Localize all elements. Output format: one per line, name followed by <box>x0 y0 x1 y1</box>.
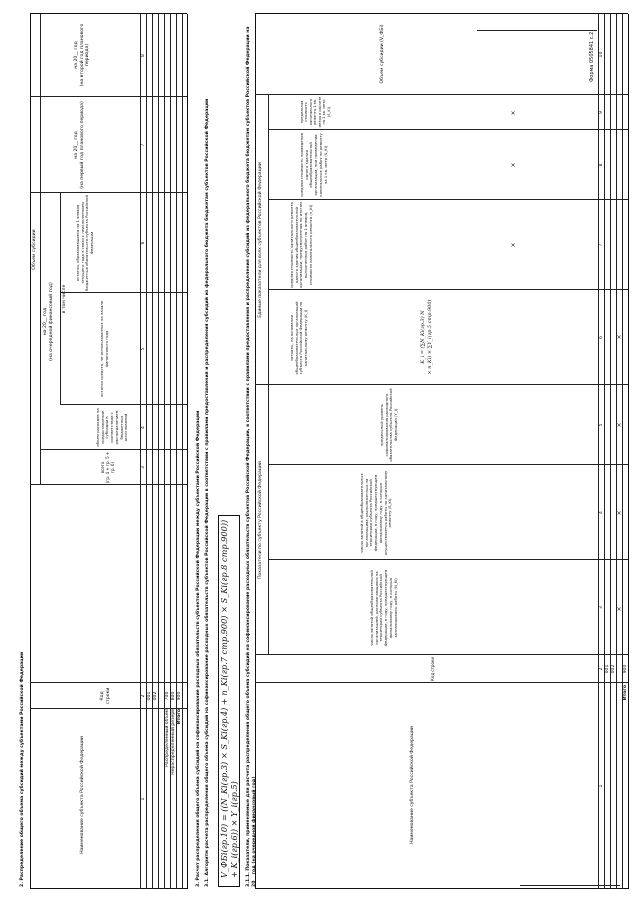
s3-c4-header: число занятой в общеобразовательных организациях, расположенных на территории субъекта Российской Федерации, в году, предшествующем финансовому году, в которых осуществляется работы по капитальному ремонту (S_Ki) <box>359 470 393 556</box>
form-label: Форма 0505841 с.2 <box>589 31 595 82</box>
s3-row-1 <box>610 14 611 889</box>
s3-vcol-9 <box>255 94 628 95</box>
s2-volume-line <box>40 14 41 485</box>
s3-c6-formula <box>420 291 433 383</box>
s2-year2-header: на 20__ год (на первый год планового периода) <box>74 101 85 189</box>
s3-row-3 <box>622 14 623 889</box>
s2-year3-header: на 20__ год (на второй год планового периода) <box>74 23 91 87</box>
s3-bottom-border <box>628 14 629 889</box>
s3-header-split <box>268 95 269 655</box>
s3-vcol-6 <box>268 289 628 290</box>
s2-col-name-header: Наименование субъекта Российской Федерации <box>80 736 85 854</box>
s3-x-c9: × <box>510 110 517 116</box>
s3-colnum-2: 2 <box>599 667 604 671</box>
s2-code-002: 002 <box>153 691 158 701</box>
s3-c5-header: предельный уровень софинансирования расходного обязательства субъекта Российской Федерации (Y_i) <box>379 388 399 462</box>
s2-colnum-4: 4 <box>141 426 146 429</box>
section3-1-title: 3.1. Алгоритм расчета распределения общего объема субсидий на софинансирование расходных обязательств субъектов Российской Федерации в соответствии с правилами предоставления и распределения субсидий из федерального бюджета бюджетам субъектов Российской Федерации <box>205 98 210 887</box>
s2-c6-header: остатки, образовавшиеся на 1 января текущего года в связи с неисполнением бюджетных обязательств субъекта Российской Федерации <box>75 195 95 291</box>
s2-vcol-6 <box>30 96 187 97</box>
s2-code-700: 700 <box>165 691 170 701</box>
s3-vcol-4 <box>268 464 628 465</box>
section3-1-1-title: 3.1.1. Показатели, применяемые для расчета распределения общего объема субсидий на софинансирование расходных обязательств субъектов Российской Федерации, в соответствии с правилами предоставления и распределения субсидий из федерального бюджета бюджетам субъектов Российской Федерации на 20__ год (на очередной финансовый год) <box>246 26 257 887</box>
s2-year1-header: на 20__ год (на очередной финансовый год) <box>43 282 54 361</box>
s3-colnum-9: 9 <box>599 111 604 114</box>
s2-code-001: 001 <box>147 691 152 701</box>
s3-colnum-3: 3 <box>599 606 604 609</box>
s3-indicators-header: Показатели по субъекту Российской Федерации <box>258 461 263 579</box>
section3-title: 3. Расчет распределения общего объема субсидий на софинансирование расходных обязательств субъектов Российской Федерации между субъектами Российской Федерации <box>196 410 201 887</box>
s2-top-border <box>30 14 31 889</box>
s2-colnum-5: 5 <box>141 347 146 351</box>
s3-vcol-5 <box>255 384 628 385</box>
s2-code-800: 800 <box>171 691 176 701</box>
s3-colnum-7: 7 <box>599 243 604 247</box>
s3-x-c8: × <box>510 162 517 168</box>
s3-colnum-5: 5 <box>599 423 604 427</box>
s2-row-total: Итого <box>177 709 182 725</box>
s3-col-code-header: Код строки <box>430 657 435 681</box>
s2-total-header: всего (гр. 4 + гр. 5 + гр. 6) <box>100 451 115 484</box>
s2-in-that-number: в том числе <box>62 284 67 314</box>
s3-c8-header: средняя стоимость проведения одного здания общеобразовательной организации, при проведении капитальных работ по ремонту на 1 кв. метр (S_Ki) <box>299 133 328 197</box>
s3-c6-formula-left: K_i = <box>420 350 426 364</box>
section2-title: 2. Распределение общего объема субсидий между субъектами Российской Федерации <box>20 651 25 887</box>
s3-colnum-1: 1 <box>599 784 604 788</box>
s2-c4-header: объем расходов на предоставление субсидии в соответствии с распределением бюджетных ассигнований <box>95 408 129 447</box>
s2-row-undistributed: Нераспределенный резерв <box>171 709 176 775</box>
s3-code-001: 001 <box>605 664 610 674</box>
s3-x-c4: × <box>616 510 623 516</box>
s2-vcol-code <box>30 682 187 683</box>
s3-code-900: 900 <box>623 664 628 674</box>
s3-c3-header: число занятой общеобразовательной организацией, располагающихся на территории субъекта Российской Федерации, в году, предшествующем финансовому году, в которых запланированы работы (N_Ki) <box>369 569 398 647</box>
s2-colnum-2: 2 <box>141 694 146 698</box>
s3-x-c6: × <box>616 334 623 340</box>
s3-c9-header: предельная стоимость капитального ремонта 1 кв. метра в расчете на 1 кв. метр (S_Ki) <box>300 96 331 128</box>
s3-vcol-3 <box>268 559 628 560</box>
s2-vcol-1 <box>30 708 187 709</box>
s2-col-code-header: Код строки <box>100 687 111 705</box>
s2-vcol-4 <box>60 292 187 293</box>
s3-code-002: 002 <box>611 664 616 674</box>
s3-c6-formula-rest: × n_Ki) × ∑Y_i(гр.5 стр.900) <box>426 299 433 375</box>
s3-subsidy-volume-header: Объем субсидии (V_ФБi) <box>380 24 385 84</box>
s2-colnum-8: 8 <box>141 54 146 57</box>
distribution-formula: V_ФБi(гр.10) = ((N_Ki(гр.3) × S_Ki(гр.4) + n_Ki(гр.7 стр.900) × S_Ki(гр.8 стр.900)) + K_i(гр.6)) × Y_i(гр.5) <box>218 515 240 887</box>
s3-c6-header: затраты, на основании общеобразовательных организаций субъекта Российской Федерации по капитальному ремонту (K_i) <box>289 301 309 375</box>
s3-vcol-2 <box>255 654 628 655</box>
s2-colnum-1: 1 <box>141 797 146 801</box>
s3-vcol-1 <box>255 682 628 683</box>
s3-vcol-7 <box>268 199 628 200</box>
s3-x-c7: × <box>510 242 517 248</box>
s3-x-c5: × <box>616 422 623 428</box>
s2-c5-header: остатки средств, не использованных на начало финансового года <box>99 300 109 398</box>
s3-colnum-8: 8 <box>599 163 604 167</box>
s2-colnum-6: 6 <box>141 241 146 245</box>
s3-vcol-8 <box>268 129 628 130</box>
s3-c6-formula-den: N <box>420 310 426 315</box>
s2-volume-header: Объем субсидии <box>32 229 37 270</box>
s2-row-distributed: Распределенный объем <box>165 709 170 767</box>
s2-row-line-6 <box>182 14 183 889</box>
s2-bottom-border <box>187 14 188 889</box>
s3-right-border <box>255 13 628 14</box>
s3-c7-header: средняя стоимость капитального ремонта одного здания общеобразовательной организации, предусмотренная по итогам выполненных работ на 1 января, стоимости капитального ремонта (n_Ki) <box>289 202 313 288</box>
s3-c6-formula-num: (∑N_Ki(гр.3) <box>420 316 426 349</box>
s2-colnum-7: 7 <box>141 143 146 147</box>
s3-colnum-4: 4 <box>599 511 604 514</box>
s2-row-line-2 <box>158 14 159 889</box>
bottom-rule <box>520 885 620 886</box>
s3-col-name-header: Наименование субъекта Российской Федерации <box>410 726 415 844</box>
s2-colnum-3: 3 <box>141 466 146 469</box>
s2-code-900: 900 <box>177 691 182 701</box>
s3-colnum-10: 10 <box>599 51 604 58</box>
s3-colnum-6: 6 <box>599 336 604 339</box>
s2-vcol-3 <box>60 404 187 405</box>
s3-row-total: Итого <box>623 685 628 701</box>
s3-left-border <box>255 888 628 889</box>
s3-x-c3: × <box>616 606 623 612</box>
s2-year-line <box>60 193 61 405</box>
s3-top-border <box>255 14 256 889</box>
s3-row-2 <box>616 14 617 889</box>
s2-row-line-1 <box>152 14 153 889</box>
s3-federal-indicators-header: Единые показатели для всех субъектов Российской Федерации <box>258 162 263 318</box>
